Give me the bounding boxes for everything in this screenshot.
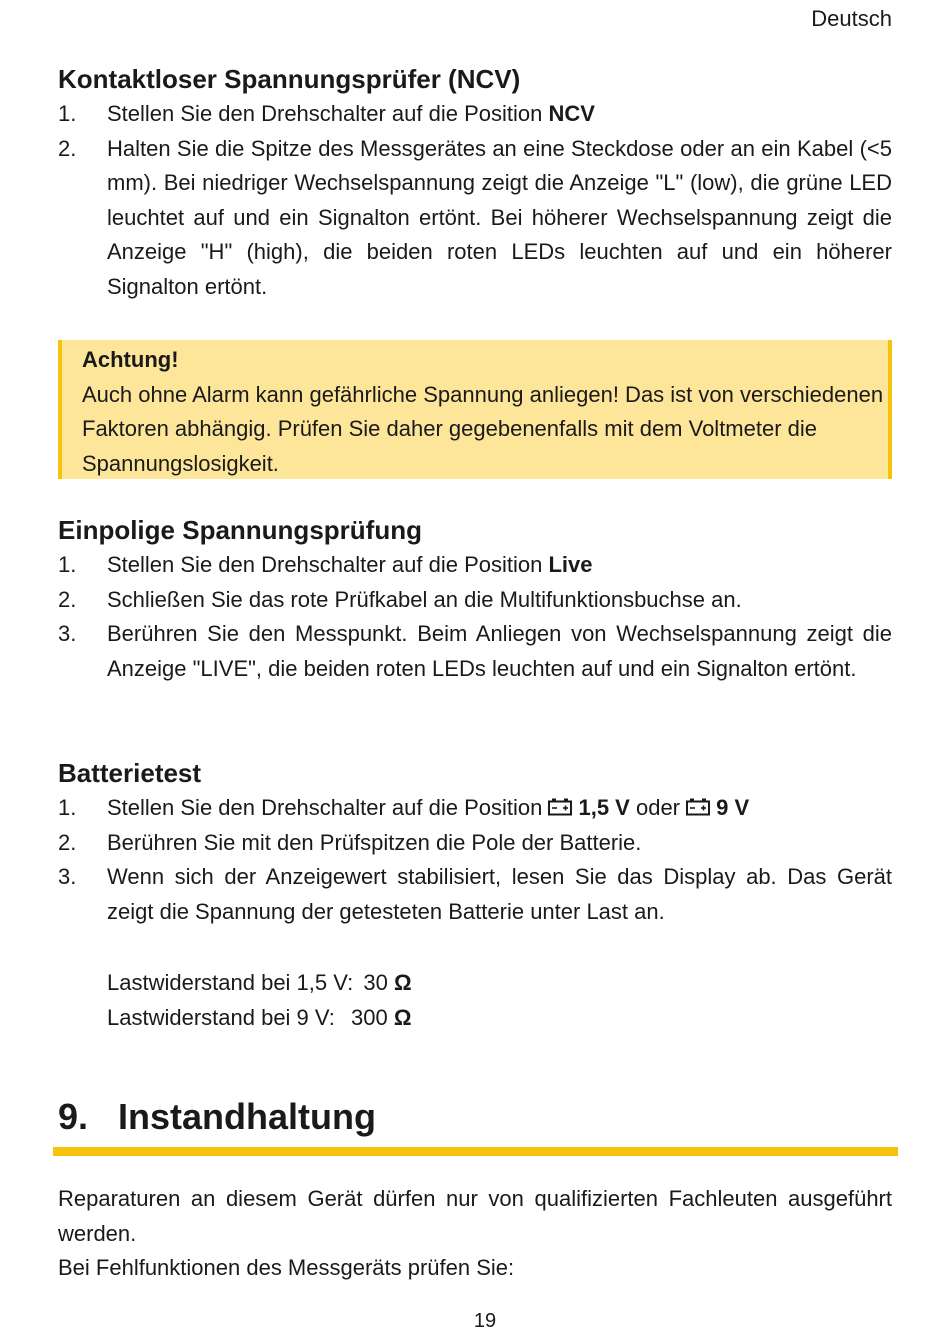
warning-title: Achtung! (82, 347, 179, 372)
step-number: 3. (58, 621, 77, 646)
list-item (58, 548, 892, 583)
load-unit: Ω (393, 1005, 412, 1030)
step-number: 2. (58, 135, 77, 161)
load-value: 30 (363, 970, 388, 995)
step-number: 2. (58, 829, 77, 855)
step-bold: Live (548, 552, 593, 577)
load-label: Lastwiderstand bei 1,5 V: (107, 970, 354, 995)
warning-text: Auch ohne Alarm kann gefährliche Spannung anliegen! Das ist von verschiedenen Faktoren abhängig. Prüfen Sie daher gegebenenfalls mit dem Voltmeter die Spannungslosigkeit. (82, 381, 884, 476)
step-number: 1. (58, 795, 77, 820)
step-text: oder (629, 795, 687, 820)
load-value: 300 (351, 1005, 388, 1030)
battery-icon (548, 798, 572, 816)
language-label: Deutsch (811, 6, 892, 31)
ncv-heading: Kontaktloser Spannungsprüfer (NCV) (58, 64, 521, 94)
step-text: Stellen Sie den Drehschalter auf die Position (107, 795, 549, 820)
step-text: Halten Sie die Spitze des Messgerätes an eine Steckdose oder an ein Kabel (<5 mm). Bei niedriger Wechselspannung zeigt die Anzeige "L" (low), die grüne LED leuchtet auf und ein Signalton ertönt. Bei höherer Wechselspannung zeigt die Anzeige "H" (high), die beiden roten LEDs leuchten auf und ein höherer Signalton ertönt. (107, 135, 892, 299)
ncv-section (58, 62, 892, 304)
list-item (58, 583, 892, 618)
ncv-steps (58, 97, 892, 304)
step-text: Stellen Sie den Drehschalter auf die Position (107, 552, 549, 577)
page-number: 19 (473, 1310, 497, 1332)
load-unit: Ω (393, 970, 412, 995)
single-pole-steps (58, 548, 892, 686)
battery-section (58, 756, 892, 929)
step-bold: 1,5 V (578, 795, 630, 820)
chapter-heading: 9. Instandhaltung (58, 1096, 377, 1137)
list-item (58, 860, 892, 929)
warning-box (58, 340, 892, 479)
step-number: 1. (58, 101, 77, 126)
load-resistance-1 (107, 966, 412, 1001)
step-text: Wenn sich der Anzeigewert stabilisiert, lesen Sie das Display ab. Das Gerät zeigt die Spannung der getesteten Batterie unter Last an. (107, 864, 892, 924)
maintenance-paragraph: Reparaturen an diesem Gerät dürfen nur von qualifizierten Fachleuten ausgeführt werden. (58, 1186, 892, 1246)
list-item (58, 97, 892, 132)
step-text: Stellen Sie den Drehschalter auf die Position (107, 101, 549, 126)
step-text: Berühren Sie den Messpunkt. Beim Anliegen von Wechselspannung zeigt die Anzeige "LIVE", die beiden roten LEDs leuchten auf und ein Signalton ertönt. (107, 621, 892, 681)
list-item (58, 617, 892, 686)
step-number: 2. (58, 586, 77, 612)
single-pole-heading: Einpolige Spannungsprüfung (58, 515, 422, 545)
step-number: 1. (58, 552, 77, 577)
battery-heading: Batterietest (58, 758, 202, 788)
step-text: Berühren Sie mit den Prüfspitzen die Pole der Batterie. (107, 829, 642, 855)
step-bold: NCV (548, 101, 595, 126)
maintenance-body (58, 1182, 892, 1286)
single-pole-section (58, 513, 892, 686)
step-bold: 9 V (716, 795, 750, 820)
list-item (58, 132, 892, 305)
heading-rule (53, 1147, 898, 1156)
load-resistance-2 (107, 1001, 411, 1036)
list-item (58, 826, 892, 861)
maintenance-line: Bei Fehlfunktionen des Messgeräts prüfen Sie: (58, 1255, 515, 1280)
battery-icon (686, 798, 710, 816)
step-number: 3. (58, 864, 77, 889)
list-item (58, 791, 892, 826)
load-label: Lastwiderstand bei 9 V: (107, 1005, 335, 1030)
step-text: Schließen Sie das rote Prüfkabel an die Multifunktionsbuchse an. (107, 586, 742, 612)
battery-steps (58, 791, 892, 929)
